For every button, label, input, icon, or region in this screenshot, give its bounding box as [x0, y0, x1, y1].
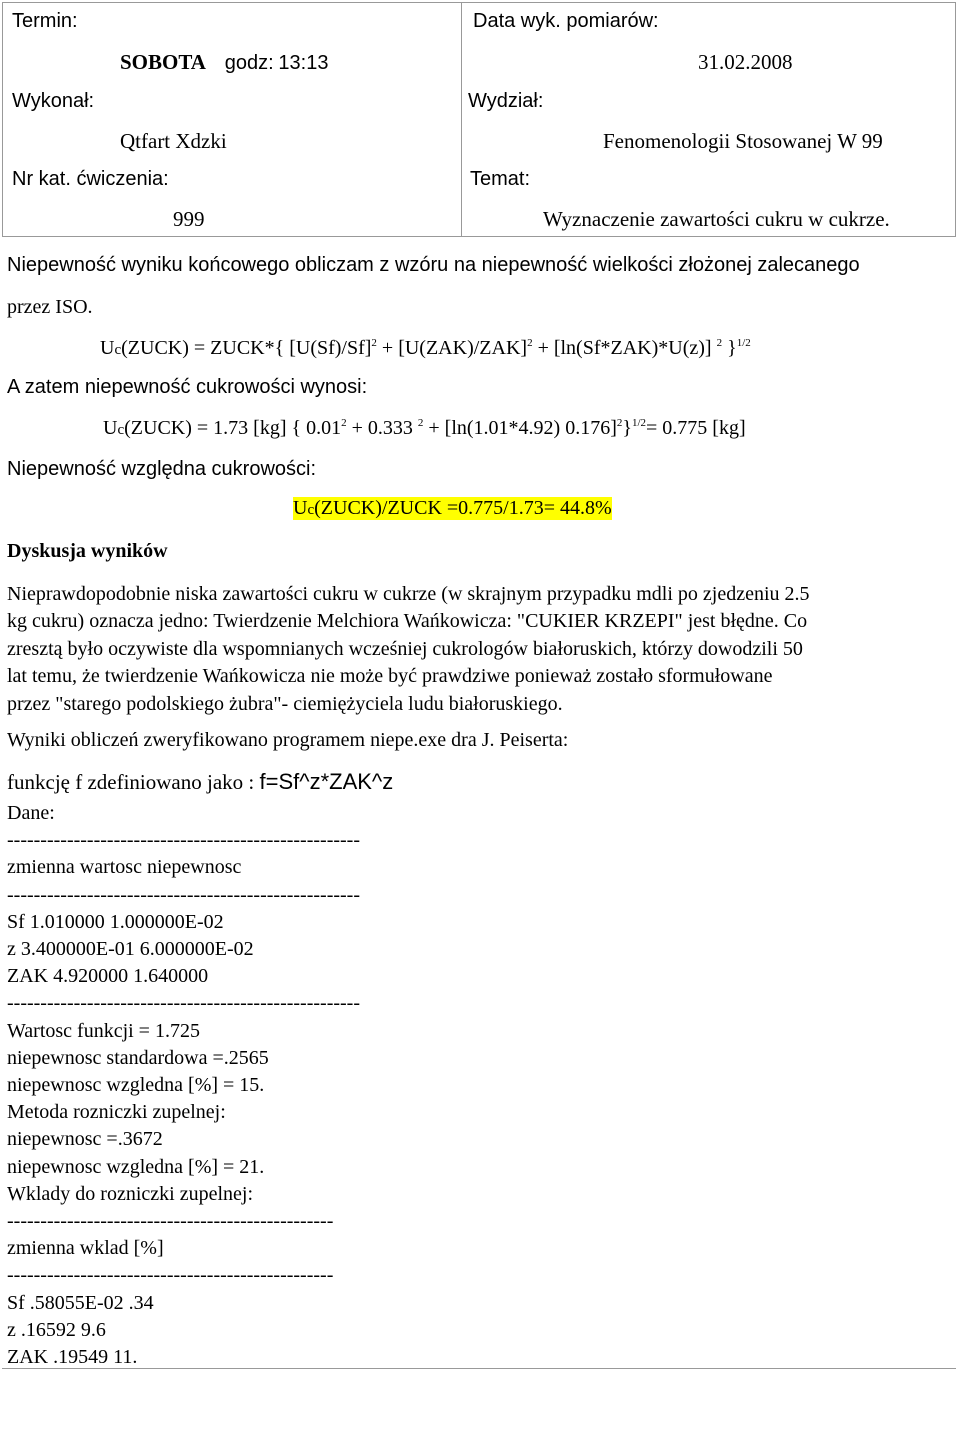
author-value: Qtfart Xdzki — [120, 129, 227, 153]
topic-value: Wyznaczenie zawartości cukru w cukrze. — [543, 207, 890, 231]
formula-value: Uc(ZUCK) = 1.73 [kg] { $0.01^2 + 0.333$ $^2$ + [ln(1.01*4.92) 0.176]$^2$}$^{1/2}$= 0.775 [kg] — [103, 417, 746, 439]
output-line: ZAK .19549 11. — [7, 1346, 138, 1369]
output-line: z .16592 9.6 — [7, 1318, 106, 1341]
output-line: niepewnosc standardowa =.2565 — [7, 1046, 269, 1069]
output-line: ----------------------------------------------------- — [7, 829, 360, 852]
time-value: 13:13 — [278, 52, 329, 74]
godz-label: godz: — [224, 52, 274, 74]
date-label: Data wyk. pomiarów: — [473, 10, 659, 32]
output-line: ----------------------------------------------------- — [7, 992, 360, 1015]
intro-line-1: Niepewność wyniku końcowego obliczam z wzóru na niepewność wielkości złożonej zalecanego — [7, 254, 860, 276]
department-value: Fenomenologii Stosowanej W 99 — [603, 129, 883, 153]
temat-label: Temat: — [470, 168, 531, 190]
wykonal-label: Wykonał: — [12, 90, 95, 112]
program-output — [7, 800, 360, 1371]
output-line: Wartosc funkcji = 1.725 — [7, 1019, 200, 1042]
formula-uncertainty: Uc(ZUCK) = ZUCK*{ $[U(Sf)/Sf]^2 + [U(ZAK)/ZAK]^2 + [\ln(Sf*ZAK)*U(z)]$ $^2$ }$^{1/2}$ — [100, 337, 751, 359]
output-line: ------------------------------------------------- — [7, 1264, 334, 1287]
output-line: Wklady do rozniczki zupelnej: — [7, 1182, 254, 1205]
output-line: ----------------------------------------------------- — [7, 883, 360, 906]
discussion-line: Nieprawdopodobnie niska zawartości cukru w cukrze (w skrajnym przypadku mdli po zjedzeniu 2.5 — [7, 583, 810, 605]
wzgledna-text: Niepewność względna cukrowości: — [7, 458, 317, 480]
relative-uncertainty-result: Uc(ZUCK)/ZUCK =0.775/1.73= 44.8% — [293, 497, 612, 519]
wyniki-text: Wyniki obliczeń zweryfikowano programem niepe.exe dra J. Peiserta: — [7, 729, 569, 751]
output-line: Metoda rozniczki zupelnej: — [7, 1101, 226, 1124]
discussion-line: lat temu, że twierdzenie Wańkowicza nie może być prawdziwe ponieważ zostało sformułowane — [7, 665, 773, 688]
output-line: Sf 1.010000 1.000000E-02 — [7, 910, 224, 933]
output-line: niepewnosc wzgledna [%] = 21. — [7, 1155, 265, 1178]
intro-line-2: przez ISO. — [7, 296, 93, 318]
header-table — [2, 2, 956, 237]
nr-label: Nr kat. ćwiczenia: — [12, 168, 169, 190]
termin-label: Termin: — [12, 10, 78, 32]
output-line: zmienna wartosc niepewnosc — [7, 856, 242, 879]
output-line: zmienna wklad [%] — [7, 1237, 164, 1260]
output-line: Dane: — [7, 802, 55, 824]
output-line: ZAK 4.920000 1.640000 — [7, 965, 209, 988]
wydzial-label: Wydział: — [468, 90, 544, 112]
zatem-text: A zatem niepewność cukrowości wynosi: — [7, 376, 368, 398]
nr-value: 999 — [173, 207, 205, 231]
date-value: 31.02.2008 — [698, 50, 793, 74]
discussion-line: zresztą było oczywiste dla wspomnianych wcześniej cukrologów białoruskich, którzy dowodzili 50 — [7, 637, 803, 660]
function-definition: funkcję f zdefiniowano jako : f=Sf^z*ZAK^z — [7, 769, 394, 794]
discussion-line: kg cukru) oznacza jedno: Twierdzenie Melchiora Wańkowicza: "CUKIER KRZEPI" jest błędne. Co — [7, 610, 808, 633]
output-line: z 3.400000E-01 6.000000E-02 — [7, 938, 254, 961]
bottom-divider — [2, 1368, 956, 1369]
day-value: SOBOTA — [120, 50, 206, 74]
output-line: niepewnosc wzgledna [%] = 15. — [7, 1074, 265, 1097]
output-line: Sf .58055E-02 .34 — [7, 1291, 154, 1314]
output-line: niepewnosc =.3672 — [7, 1128, 163, 1151]
termin-value — [120, 50, 328, 75]
section-title-dyskusja: Dyskusja wyników — [7, 540, 168, 562]
header-divider — [461, 3, 462, 236]
output-line: ------------------------------------------------- — [7, 1210, 334, 1233]
discussion-line: przez "starego podolskiego żubra"- ciemiężyciela ludu białoruskiego. — [7, 692, 563, 715]
discussion-paragraph — [7, 581, 810, 718]
